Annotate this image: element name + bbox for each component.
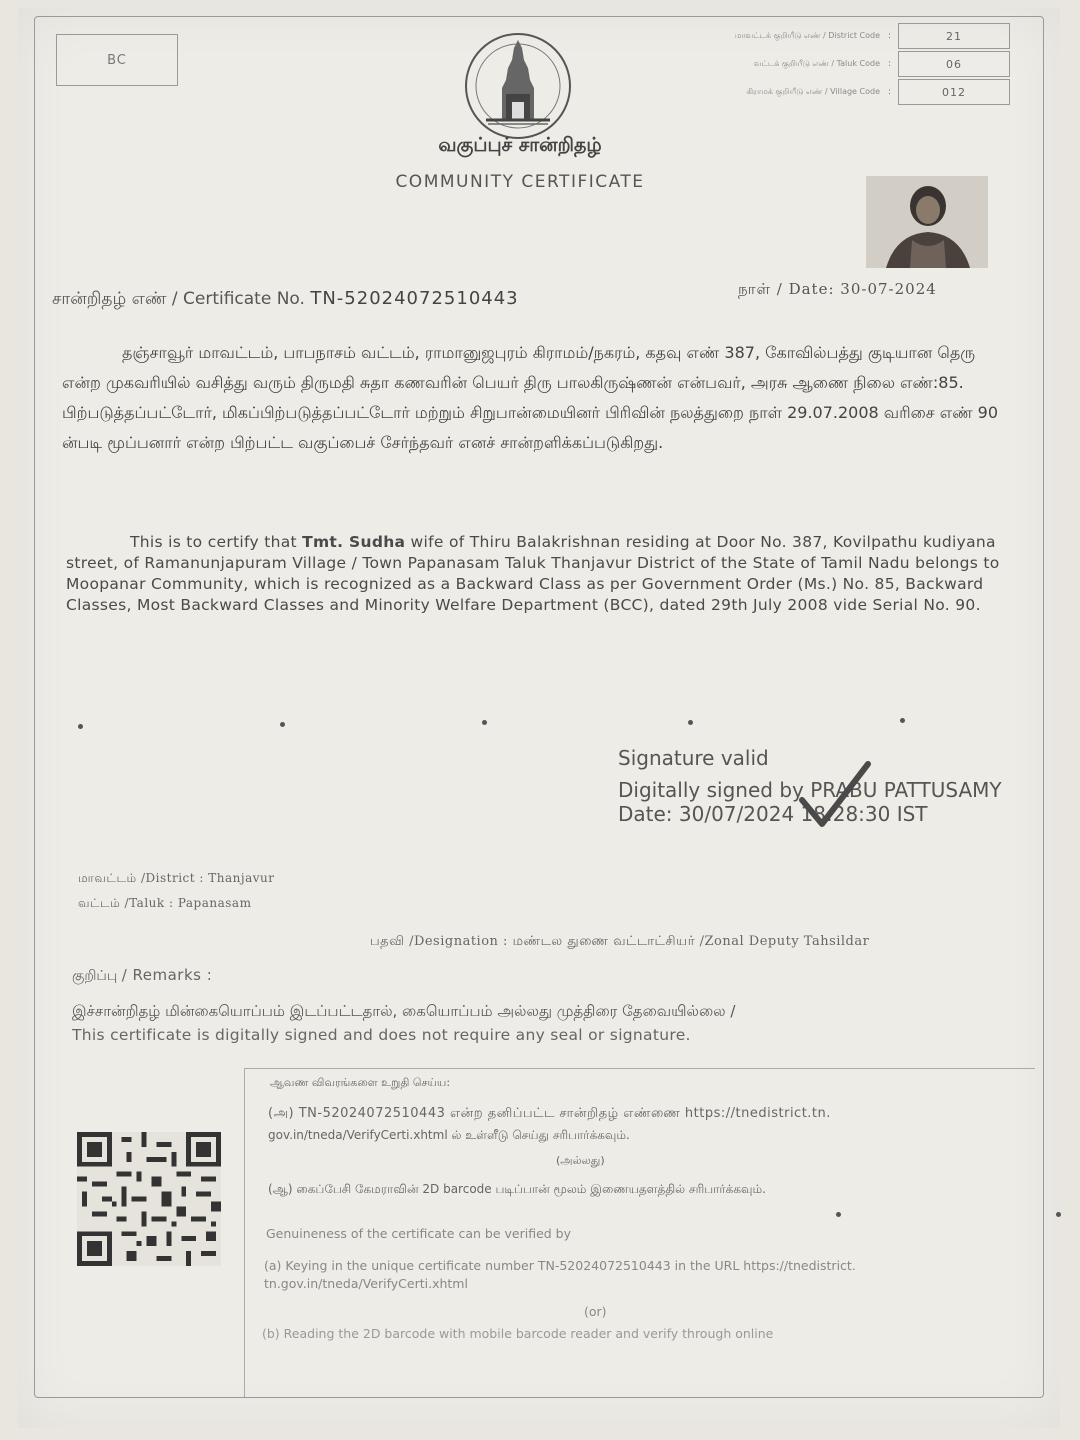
designation-line [370,934,869,950]
note-tamil: இச்சான்றிதழ் மின்கையொப்பம் இடப்பட்டதால், கையொப்பம் அல்லது முத்திரை தேவையில்லை / [72,1002,736,1020]
english-paragraph [66,532,1006,616]
certificate-date [738,280,937,300]
certificate-number [52,288,519,311]
taluk-code-label: வட்டக் குறியீடு எண் / Taluk Code [753,59,880,68]
title-tamil: வகுப்புச் சான்றிதழ் [438,134,602,156]
designation-value: மண்டல துணை வட்டாட்சியர் /Zonal Deputy Tahsildar [512,934,870,949]
certificate-date-label: நாள் / Date: [738,280,835,298]
village-code-label: கிராமக் குறியீடு எண் / Village Code [746,87,880,96]
remarks-line [72,966,212,986]
district-code-value: 21 [898,23,1010,49]
title-english: COMMUNITY CERTIFICATE [395,172,645,192]
remarks-label-tamil: குறிப்பு [72,968,118,984]
district-value: Thanjavur [208,871,275,885]
code-table [630,22,1010,106]
applicant-photo [866,176,988,268]
signature-status: Signature valid [618,746,769,770]
punch-dot [900,718,905,723]
taluk-value: Papanasam [177,896,252,910]
colon: : [888,59,892,69]
remarks-label-english: / Remarks : [121,966,213,984]
verify-or-tamil: (அல்லது) [556,1154,605,1167]
verify-genuineness: Genuineness of the certificate can be verified by [266,1226,572,1241]
district-code-row [630,22,1010,50]
english-text-after: wife of Thiru Balakrishnan residing at Door No. 387, Kovilpathu kudiyana street, of Ramanunjapuram Village / Town Papanasam Taluk Thanjavur District of the State of Tamil Nadu belongs to Moopanar Community, which is recognized as a Backward Class as per Government Order (Ms.) No. 85, Backward Classes, Most Backward Classes and Minority Welfare Department (BCC), dated 29th July 2008 vide Serial No. 90. [66,533,1000,614]
verify-or-english: (or) [584,1304,607,1319]
verify-keying-line1: (a) Keying in the unique certificate number TN-52024072510443 in the URL https://tnedistrict. [264,1258,856,1273]
district-code-label: மாவட்டக் குறியீடு எண் / District Code [734,31,880,40]
colon: : [888,87,892,97]
applicant-name: Tmt. Sudha [302,533,406,551]
taluk-label: வட்டம் /Taluk : [78,896,174,910]
punch-dot [482,720,487,725]
verify-a-line2: gov.in/tneda/VerifyCerti.xhtml ல் உள்ளீடு செய்து சரிபார்க்கவும். [268,1128,630,1142]
verify-a-line1: (அ) TN-52024072510443 என்ற தனிப்பட்ட சான்றிதழ் எண்ணை https://tnedistrict.tn. [268,1106,831,1121]
district-taluk-block [78,866,275,916]
qr-code-icon [76,1132,222,1266]
district-label: மாவட்டம் /District : [78,871,204,885]
village-code-row [630,78,1010,106]
note-english: This certificate is digitally signed and does not require any seal or signature. [72,1026,691,1044]
state-emblem-icon [458,28,578,148]
punch-dot [688,720,693,725]
signature-signed-by: Digitally signed by PRABU PATTUSAMY [618,778,1002,802]
certificate-number-label: சான்றிதழ் எண் / Certificate No. [52,289,305,309]
tamil-paragraph: தஞ்சாவூர் மாவட்டம், பாபநாசம் வட்டம், ராமானுஜபுரம் கிராமம்/நகரம், கதவு எண் 387, கோவில்பத்து குடியான தெரு என்ற முகவரியில் வசித்து வரும் திருமதி சுதா கணவரின் பெயர் திரு பாலகிருஷ்ணன் என்பவர், அரசு ஆணை நிலை எண்:85. பிற்படுத்தப்பட்டோர், மிகப்பிற்படுத்தப்பட்டோர் மற்றும் சிறுபான்மையினர் பிரிவின் நலத்துறை நாள் 29.07.2008 வரிசை எண் 90 ன்படி மூப்பனார் என்ற பிற்பட்ட வகுப்பைச் சேர்ந்தவர் எனச் சான்றளிக்கப்படுகிறது. [62,343,999,452]
taluk-code-value: 06 [898,51,1010,77]
certificate-date-value: 30-07-2024 [840,280,937,298]
signature-check-icon [796,756,876,836]
certificate-number-value: TN-52024072510443 [310,288,519,309]
colon: : [888,31,892,41]
english-text-before: This is to certify that [130,533,303,551]
punch-dot [1056,1212,1061,1217]
district-line [78,866,275,891]
verify-keying-line2: tn.gov.in/tneda/VerifyCerti.xhtml [264,1276,468,1291]
taluk-line [78,891,275,916]
verify-heading-tamil: ஆவண விவரங்களை உறுதி செய்ய: [270,1076,451,1089]
punch-dot [78,724,83,729]
verify-reading-line: (b) Reading the 2D barcode with mobile barcode reader and verify through online [262,1326,774,1341]
village-code-value: 012 [898,79,1010,105]
punch-dot [836,1212,841,1217]
bc-label-box: BC [56,34,178,86]
verify-b-line: (ஆ) கைப்பேசி கேமராவின் 2D barcode படிப்பான் மூலம் இணையதளத்தில் சரிபார்க்கவும். [268,1182,766,1196]
punch-dot [280,722,285,727]
signature-date: Date: 30/07/2024 18:28:30 IST [618,802,928,826]
taluk-code-row [630,50,1010,78]
designation-label: பதவி /Designation : [370,934,508,949]
